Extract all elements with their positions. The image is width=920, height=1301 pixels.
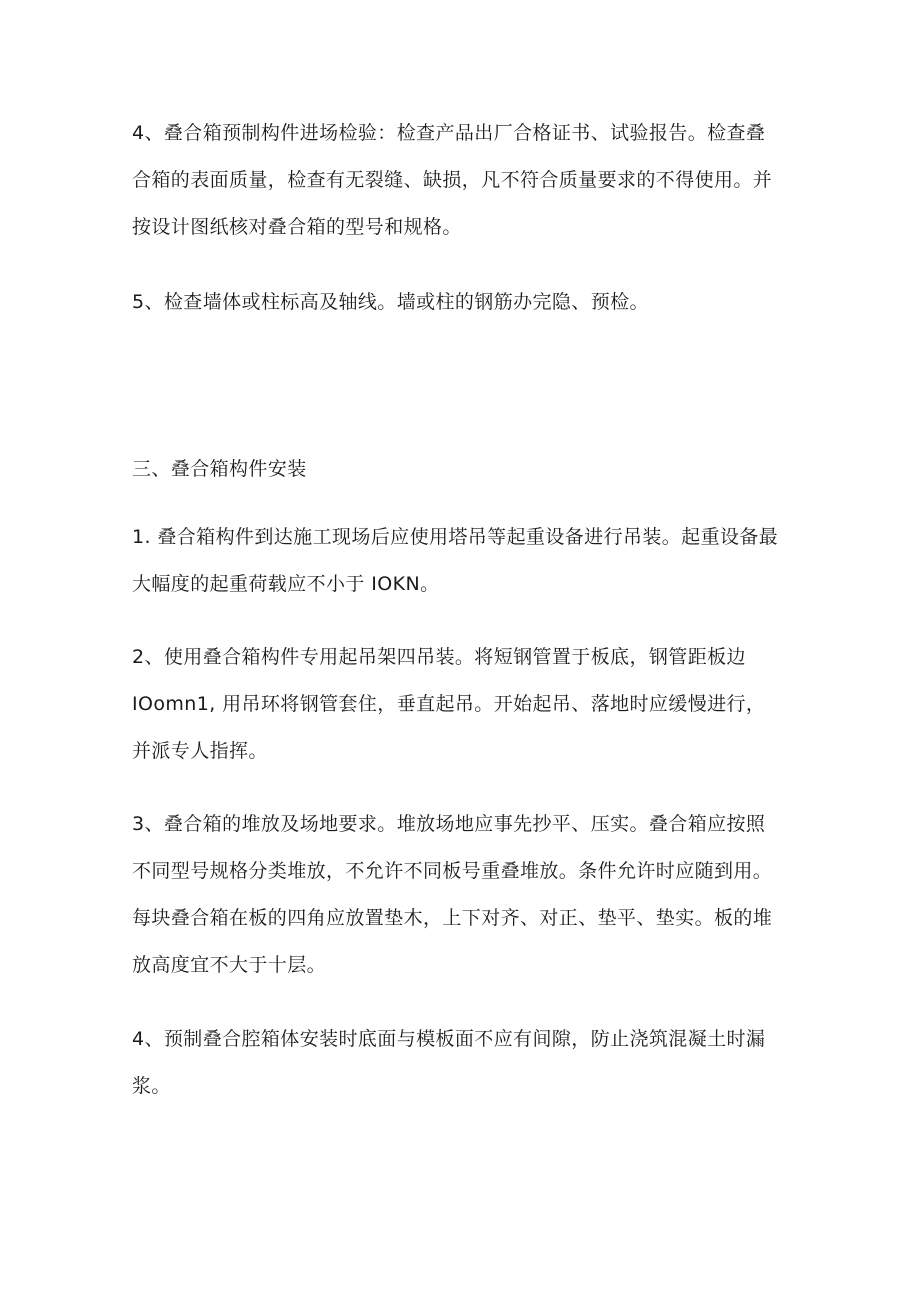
paragraph-line: 3、叠合箱的堆放及场地要求。堆放场地应事先抄平、压实。叠合箱应按照 [132,813,766,835]
paragraph-item-5-check [132,279,804,326]
paragraph-item-2-hoisting [132,634,804,775]
paragraph-line: 4、预制叠合腔箱体安装时底面与模板面不应有间隙，防止浇筑混凝土时漏 [132,1028,766,1050]
paragraph-line: 1. 叠合箱构件到达施工现场后应使用塔吊等起重设备进行吊装。起重设备最 [132,526,779,548]
paragraph-line: 浆。 [132,1075,171,1097]
paragraph-item-4-inspection [132,110,804,251]
paragraph-line: 放高度宜不大于十层。 [132,954,327,976]
paragraph-line: 大幅度的起重荷载应不小于 IOKN。 [132,573,440,595]
paragraph-line: 不同型号规格分类堆放，不允许不同板号重叠堆放。条件允许时应随到用。 [132,860,773,882]
paragraph-item-3-stacking [132,801,804,989]
paragraph-line: 按设计图纸核对叠合箱的型号和规格。 [132,216,462,238]
paragraph-line: 每块叠合箱在板的四角应放置垫木，上下对齐、对正、垫平、垫实。板的堆 [132,907,773,929]
paragraph-line: 5、检查墙体或柱标高及轴线。墙或柱的钢筋办完隐、预检。 [132,291,649,313]
section-heading: 三、叠合箱构件安装 [132,458,307,480]
paragraph-line: 2、使用叠合箱构件专用起吊架四吊装。将短钢管置于板底，钢管距板边 [132,646,746,668]
paragraph-item-4-installation [132,1016,804,1110]
paragraph-item-1-lifting [132,514,804,608]
paragraph-line: 并派专人指挥。 [132,740,268,762]
paragraph-line: 4、叠合箱预制构件进场检验：检查产品出厂合格证书、试验报告。检查叠 [132,122,766,144]
paragraph-line: IOomn1, 用吊环将钢管套住，垂直起吊。开始起吊、落地时应缓慢进行， [132,693,766,715]
paragraph-line: 合箱的表面质量，检查有无裂缝、缺损，凡不符合质量要求的不得使用。并 [132,169,773,191]
